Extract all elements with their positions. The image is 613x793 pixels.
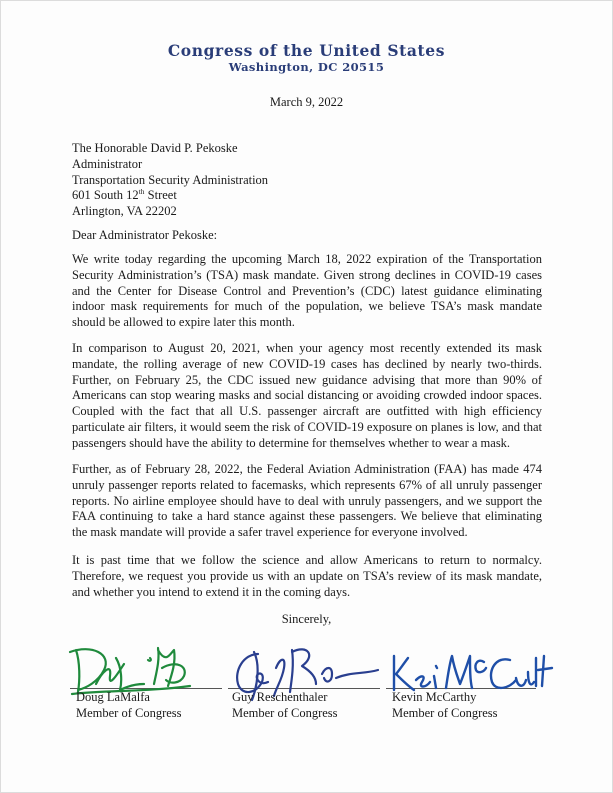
signer-1-name: Doug LaMalfa — [76, 690, 150, 704]
body-paragraph-1: We write today regarding the upcoming March 18, 2022 expiration of the Transportation Security Administration’s (TSA) mask mandate. Given strong declines in COVID-19 cases and the Center for Disease Control and Prevention’s (CDC) latest guidance eliminating indoor mask requirements for much of the population, we believe TSA’s mask mandate should be allowed to expire later this month. — [72, 252, 542, 330]
closing: Sincerely, — [281, 612, 332, 626]
letterhead — [0, 42, 613, 74]
salutation: Dear Administrator Pekoske: — [72, 228, 218, 242]
signer-2-title: Member of Congress — [232, 705, 338, 720]
street-suffix: th — [138, 187, 145, 197]
body-paragraph-4: It is past time that we follow the science and allow Americans to return to normalcy. Therefore, we request you provide us with an update on TSA’s review of its mask mandate, and whether you intend to extend it in the coming days. — [72, 553, 542, 599]
signer-2 — [232, 690, 338, 722]
recipient-agency: Transportation Security Administration — [72, 172, 269, 187]
signer-1-title: Member of Congress — [76, 705, 182, 720]
signer-3 — [392, 690, 498, 722]
street-number: 601 South 12 — [72, 188, 139, 203]
letter-date: March 9, 2022 — [269, 95, 344, 109]
street-name: Street — [144, 188, 177, 203]
recipient-address — [72, 141, 268, 220]
recipient-title: Administrator — [72, 156, 143, 171]
recipient-name: The Honorable David P. Pekoske — [72, 141, 238, 155]
signer-3-title: Member of Congress — [392, 705, 498, 720]
body-paragraph-2: In comparison to August 20, 2021, when your agency most recently extended its mask mandate, the rolling average of new COVID-19 cases has declined by nearly two-thirds. Further, on February 25, the CDC issued new guidance advising that more than 90% of Americans can stop wearing masks and social distancing or avoiding crowded indoor spaces. Coupled with the fact that all U.S. passenger aircraft are outfitted with high efficiency particulate air filters, it would seem the risk of COVID-19 exposure on planes is low, and that passengers should have the ability to determine for themselves whether to wear a mask. — [72, 341, 542, 450]
body-paragraph-3: Further, as of February 28, 2022, the Federal Aviation Administration (FAA) has made 474 unruly passenger reports related to facemasks, which represents 67% of all unruly passenger reports. No airline employee should have to deal with unruly passengers, and we support the FAA continuing to take a hard stance against these passengers. We believe that eliminating the mask mandate will provide a safer travel experience for everyone involved. — [72, 462, 542, 540]
letterhead-location: Washington, DC 20515 — [228, 60, 385, 74]
signer-3-name: Kevin McCarthy — [392, 690, 477, 704]
letterhead-title: Congress of the United States — [167, 41, 446, 60]
recipient-city: Arlington, VA 22202 — [72, 204, 177, 219]
signer-1 — [76, 690, 182, 722]
recipient-street — [72, 188, 268, 204]
signer-2-name: Guy Reschenthaler — [232, 690, 328, 704]
